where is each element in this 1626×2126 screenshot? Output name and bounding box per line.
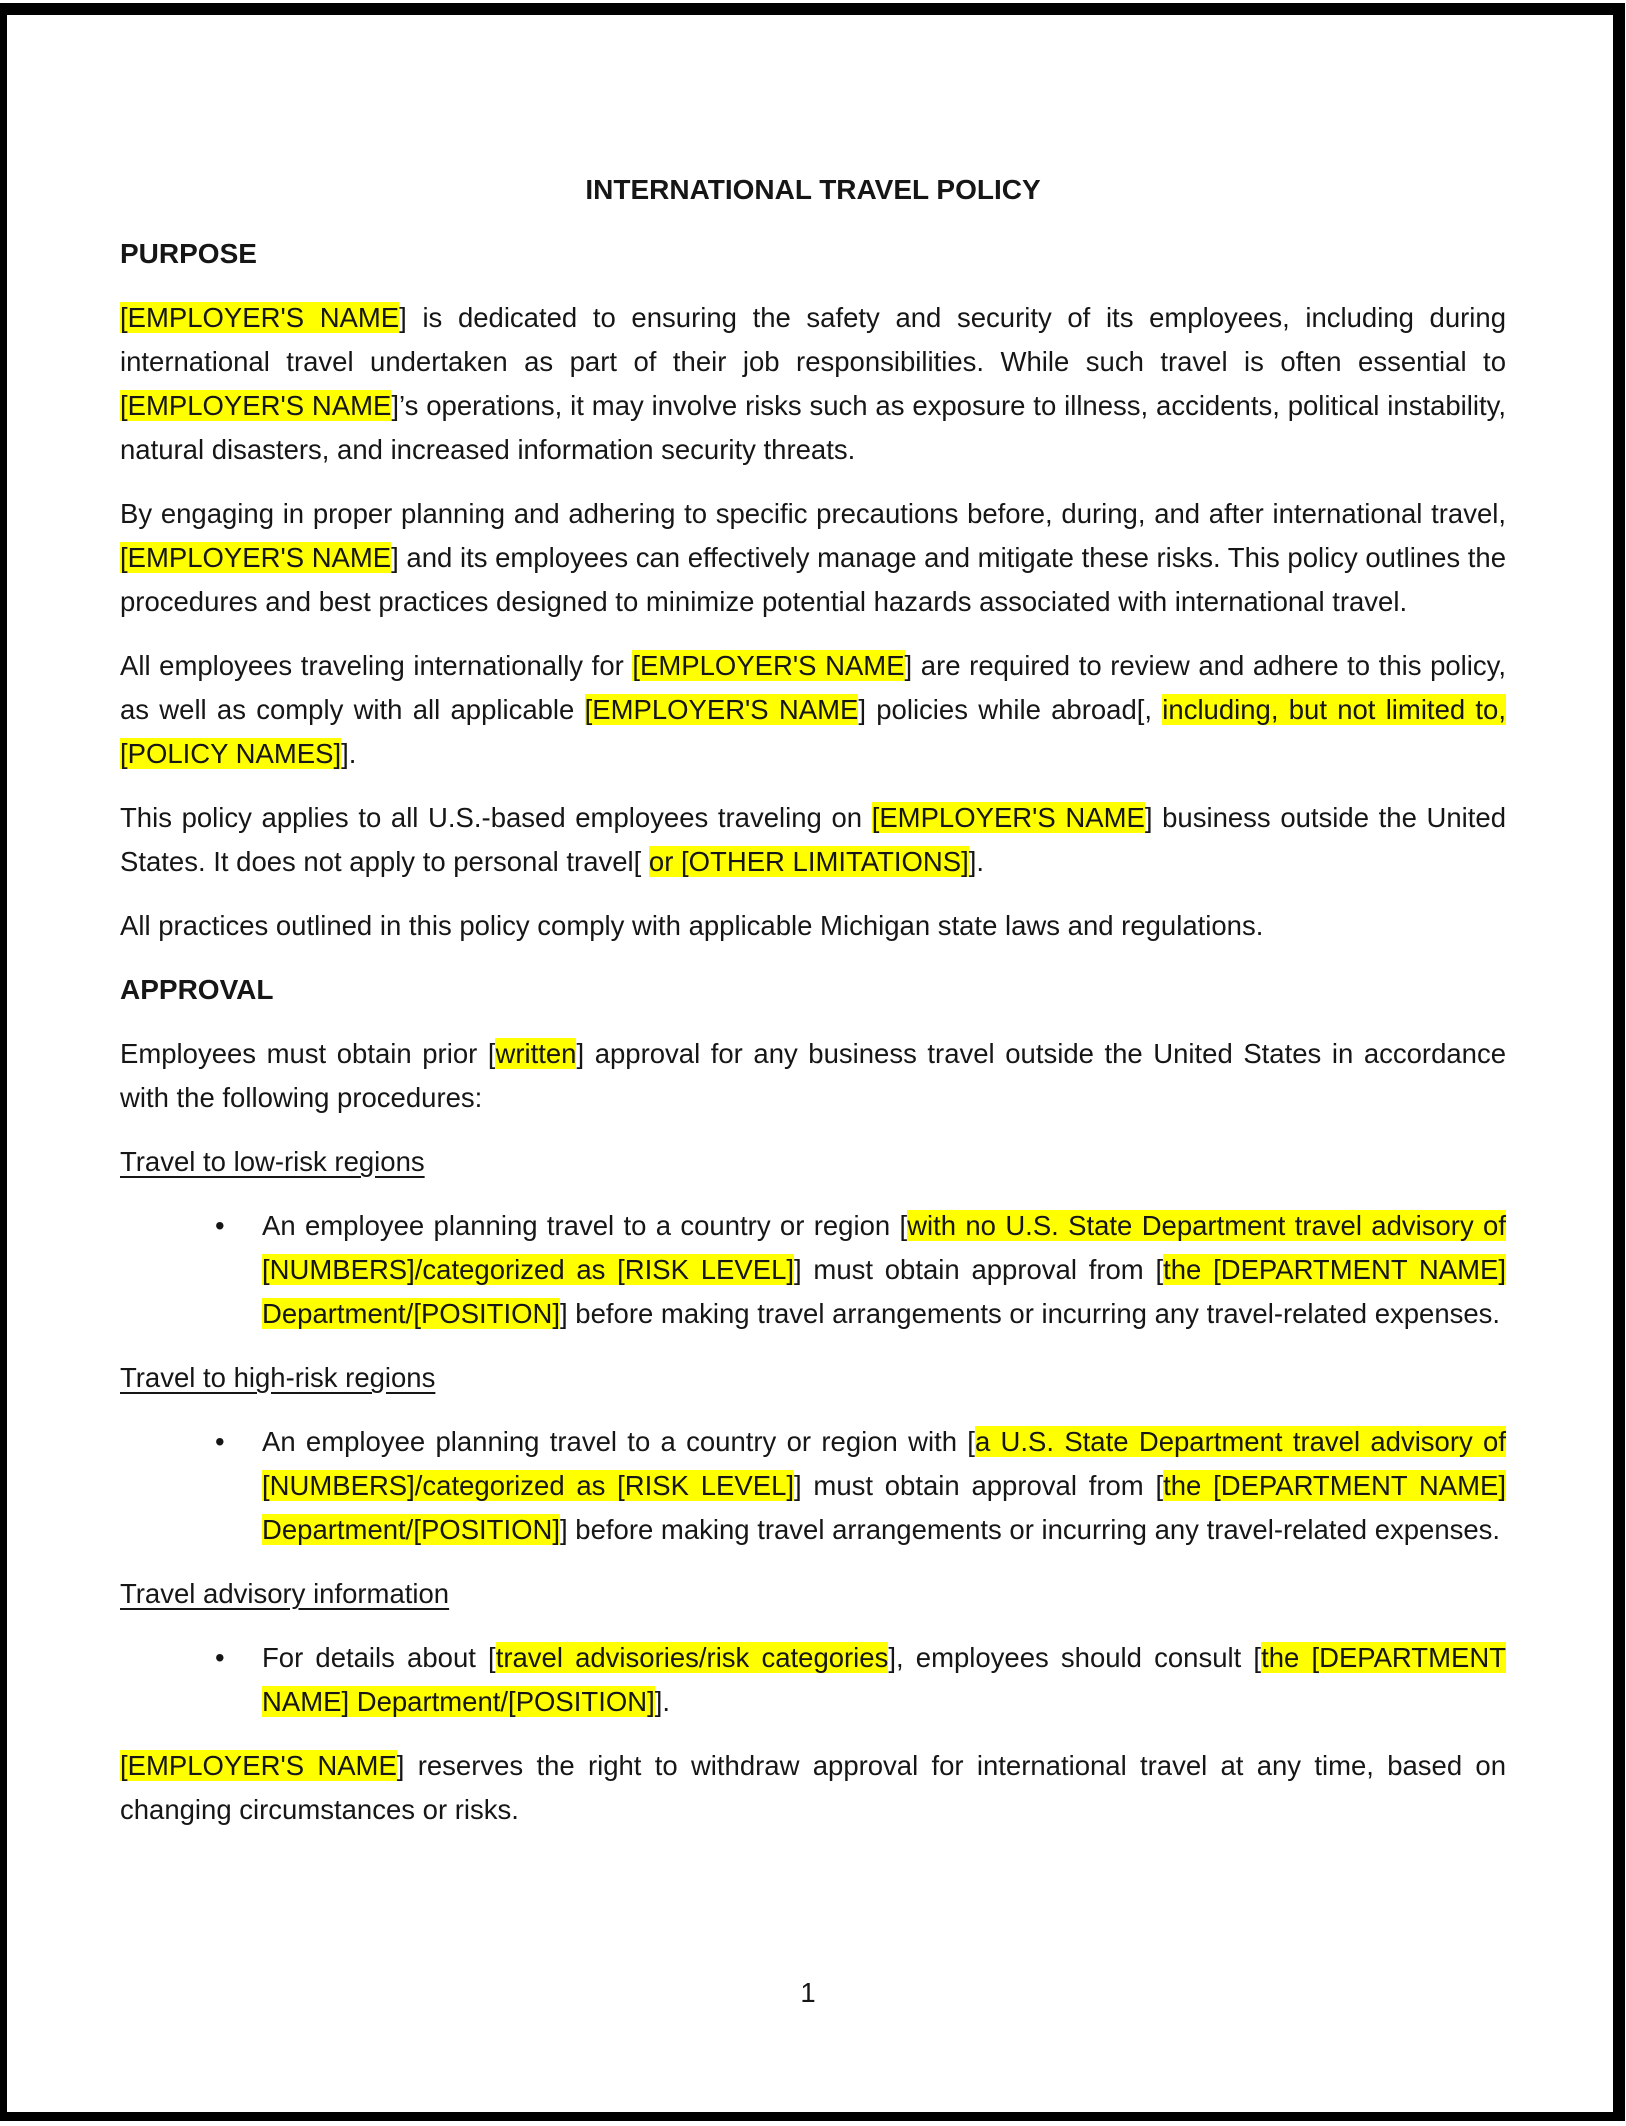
paragraph-compliance — [120, 644, 1506, 776]
subheading-low-risk: Travel to low-risk regions — [120, 1146, 425, 1177]
body-text: ] before making travel arrangements or incurring any travel-related expenses. — [560, 1298, 1501, 1329]
body-text: ] are required to review and adhere to this policy, as well as comply with all applicable — [120, 650, 1506, 725]
bullet-text — [262, 1420, 1506, 1552]
paragraph-planning — [120, 492, 1506, 624]
body-text: ]. — [968, 846, 985, 877]
body-text: ] must obtain approval from [ — [794, 1470, 1164, 1501]
paragraph-applicability — [120, 796, 1506, 884]
document-body — [120, 168, 1506, 1832]
body-text: ] policies while abroad[, — [858, 694, 1163, 725]
body-text: ]. — [654, 1686, 671, 1717]
highlighted-placeholder-text: [EMPLOYER'S NAME — [120, 302, 400, 333]
bullet-item-advisory-info — [120, 1636, 1506, 1724]
body-text: ] before making travel arrangements or incurring any travel-related expenses. — [560, 1514, 1501, 1545]
paragraph-state-laws — [120, 904, 1506, 948]
highlighted-placeholder-text: the [DEPARTMENT NAME] Department/[POSITION] — [262, 1642, 1507, 1717]
paragraph-withdraw-approval — [120, 1744, 1506, 1832]
bullet-icon: • — [215, 1210, 225, 1241]
body-text: Employees must obtain prior [ — [120, 1038, 496, 1069]
body-text: ]’s operations, it may involve risks such as exposure to illness, accidents, political instability, natural disasters, and increased information security threats. — [120, 390, 1506, 465]
highlighted-placeholder-text: with no U.S. State Department travel advisory of [NUMBERS]/categorized as [RISK LEVEL] — [262, 1210, 1506, 1285]
highlighted-placeholder-text: [EMPLOYER'S NAME — [871, 802, 1145, 833]
subheading-high-risk: Travel to high-risk regions — [120, 1362, 436, 1393]
body-text: All employees traveling internationally for — [120, 650, 633, 681]
body-text: All practices outlined in this policy comply with applicable Michigan state laws and regulations. — [120, 910, 1264, 941]
body-text: This policy applies to all U.S.-based employees traveling on — [120, 802, 872, 833]
body-text: ]. — [341, 738, 357, 769]
body-text: ] must obtain approval from [ — [794, 1254, 1164, 1285]
body-text: ] reserves the right to withdraw approval for international travel at any time, based on changing circumstances or risks. — [120, 1750, 1506, 1825]
bullet-icon: • — [215, 1642, 225, 1673]
highlighted-placeholder-text: a U.S. State Department travel advisory of [NUMBERS]/categorized as [RISK LEVEL] — [262, 1426, 1506, 1501]
bullet-text — [262, 1204, 1506, 1336]
bullet-item-high-risk — [120, 1420, 1506, 1552]
page-number: 1 — [800, 1977, 816, 2008]
section-heading-purpose: PURPOSE — [120, 238, 257, 269]
highlighted-placeholder-text: or [OTHER LIMITATIONS] — [648, 846, 969, 877]
body-text: ], employees should consult [ — [888, 1642, 1262, 1673]
highlighted-placeholder-text: [EMPLOYER'S NAME — [120, 390, 392, 421]
highlighted-placeholder-text: the [DEPARTMENT NAME] Department/[POSITION] — [262, 1254, 1506, 1329]
highlighted-placeholder-text: [EMPLOYER'S NAME — [120, 1750, 397, 1781]
highlighted-placeholder-text: travel advisories/risk categories — [495, 1642, 889, 1673]
highlighted-placeholder-text: written — [495, 1038, 577, 1069]
body-text: ] approval for any business travel outside the United States in accordance with the following procedures: — [120, 1038, 1506, 1113]
paragraph-approval-intro — [120, 1032, 1506, 1120]
highlighted-placeholder-text: [EMPLOYER'S NAME — [584, 694, 859, 725]
highlighted-placeholder-text: including, but not limited to, [POLICY NAMES] — [120, 694, 1506, 769]
body-text: An employee planning travel to a country or region with [ — [262, 1426, 975, 1457]
bullet-item-low-risk — [120, 1204, 1506, 1336]
highlighted-placeholder-text: [EMPLOYER'S NAME — [120, 542, 392, 573]
subheading-advisory-info: Travel advisory information — [120, 1578, 450, 1609]
paragraph-dedication — [120, 296, 1506, 472]
highlighted-placeholder-text: [EMPLOYER'S NAME — [632, 650, 905, 681]
body-text: By engaging in proper planning and adhering to specific precautions before, during, and after international travel, — [120, 498, 1506, 529]
bullet-icon: • — [215, 1426, 225, 1457]
body-text: ] is dedicated to ensuring the safety and security of its employees, including during international travel undertaken as part of their job responsibilities. While such travel is often essential to — [120, 302, 1506, 377]
section-heading-approval: APPROVAL — [120, 974, 274, 1005]
body-text: ] and its employees can effectively manage and mitigate these risks. This policy outlines the procedures and best practices designed to minimize potential hazards associated with international travel. — [120, 542, 1507, 617]
highlighted-placeholder-text: the [DEPARTMENT NAME] Department/[POSITION] — [262, 1470, 1506, 1545]
body-text: An employee planning travel to a country or region [ — [262, 1210, 908, 1241]
bullet-text — [262, 1636, 1506, 1724]
body-text: ] business outside the United States. It does not apply to personal travel[ — [120, 802, 1506, 877]
document-title: INTERNATIONAL TRAVEL POLICY — [585, 174, 1041, 205]
body-text: For details about [ — [262, 1642, 496, 1673]
